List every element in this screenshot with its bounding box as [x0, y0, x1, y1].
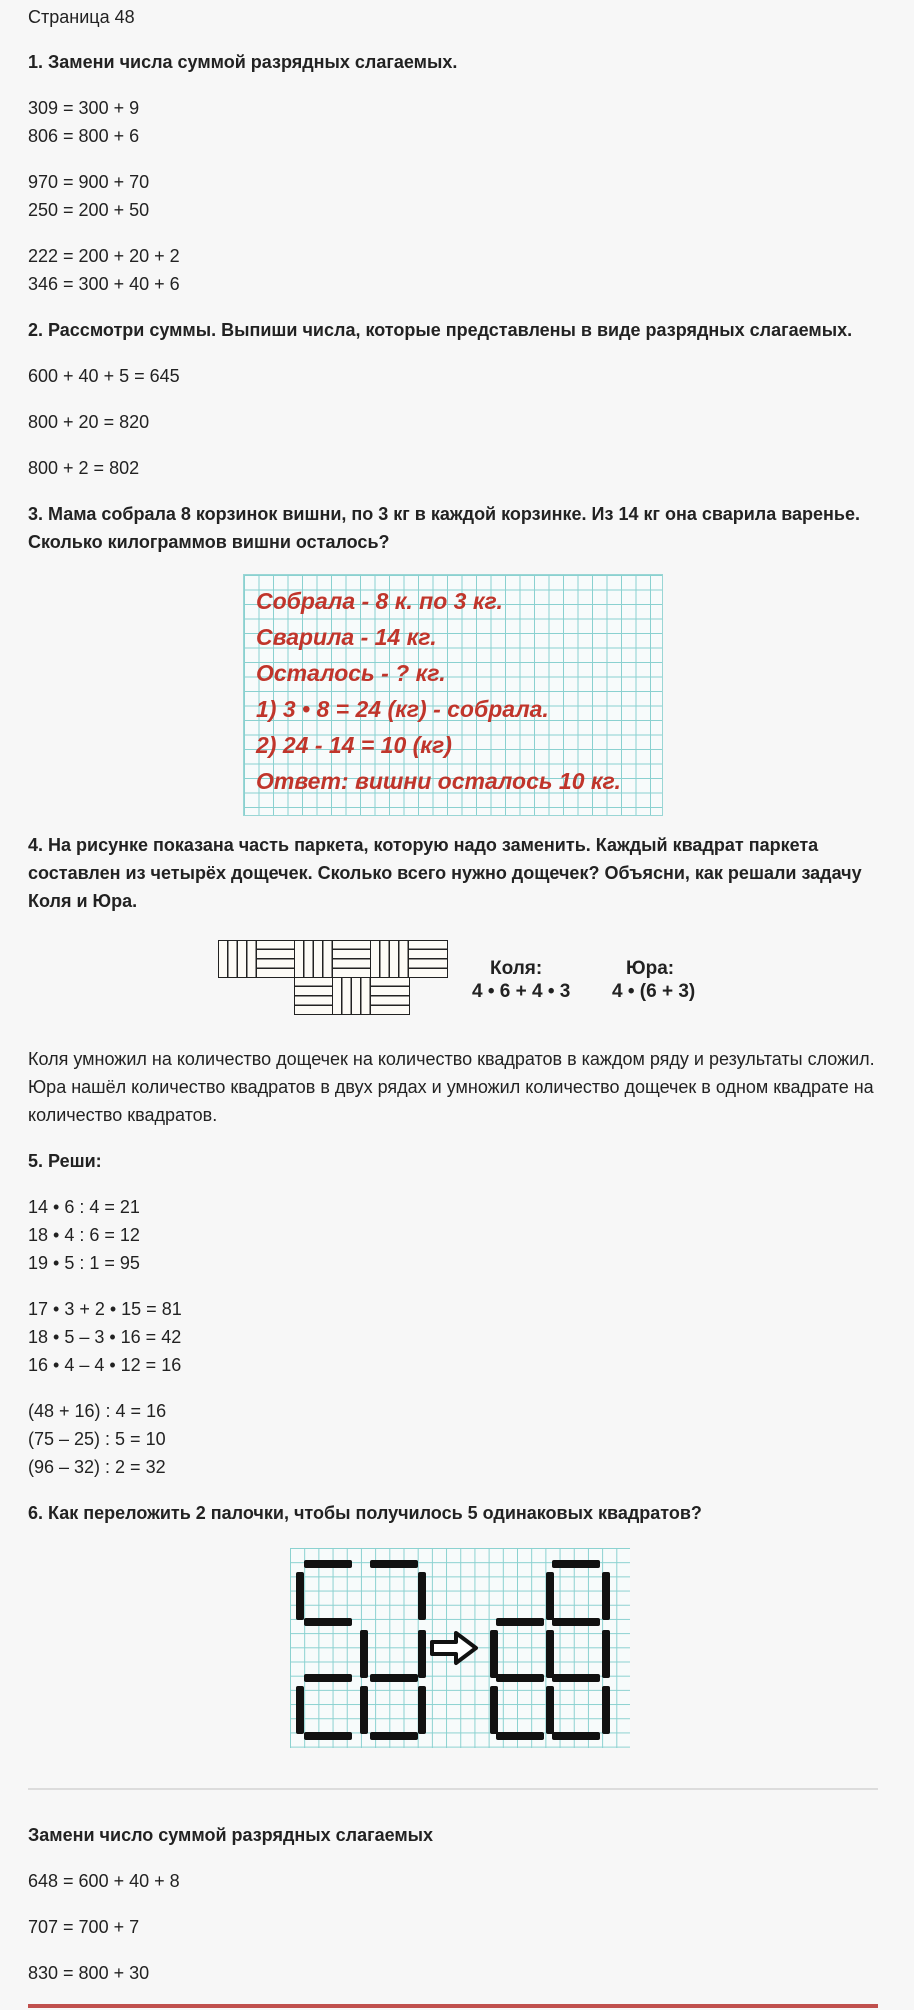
solution-line: 2) 24 - 14 = 10 (кг) [256, 732, 452, 758]
task1-line: 970 = 900 + 70 [28, 172, 150, 192]
task1-title: 1. Замени числа суммой разрядных слагаемых. [28, 52, 458, 72]
extra-line: 648 = 600 + 40 + 8 [28, 1871, 180, 1891]
task1-line: 346 = 300 + 40 + 6 [28, 274, 180, 294]
parquet-square [332, 940, 372, 978]
extra-title: Замени число суммой разрядных слагаемых [28, 1825, 434, 1845]
task4-title: составлен из четырёх дощечек. Сколько всего нужно дощечек? Объясни, как решали задачу [28, 863, 862, 883]
matchstick [296, 1572, 304, 1620]
matchstick [490, 1686, 498, 1734]
matchstick [602, 1572, 610, 1620]
task4-title: 4. На рисунке показана часть паркета, которую надо заменить. Каждый квадрат паркета [28, 835, 819, 855]
divider [28, 1788, 878, 1790]
matchstick [418, 1572, 426, 1620]
solution-line: Сварила - 14 кг. [256, 624, 437, 650]
matchstick [418, 1630, 426, 1678]
parquet-square [332, 977, 372, 1015]
task5-line: 19 • 5 : 1 = 95 [28, 1253, 140, 1273]
parquet-square [370, 940, 410, 978]
task4-answer: Юра нашёл количество квадратов в двух рядах и умножил количество дощечек в одном квадрате на [28, 1077, 874, 1097]
yura-label: Юра: [626, 958, 675, 979]
matchstick [546, 1630, 554, 1678]
task5-line: 18 • 5 – 3 • 16 = 42 [28, 1327, 182, 1347]
task5-line: (48 + 16) : 4 = 16 [28, 1401, 167, 1421]
matchstick [304, 1618, 352, 1626]
kolya-expression: 4 • 6 + 4 • 3 [472, 981, 571, 1002]
task1-line: 222 = 200 + 20 + 2 [28, 246, 180, 266]
matchstick [490, 1630, 498, 1678]
task2-title: 2. Рассмотри суммы. Выпиши числа, которые представлены в виде разрядных слагаемых. [28, 320, 853, 340]
kolya-label: Коля: [490, 958, 543, 979]
task4-answer: Коля умножил на количество дощечек на количество квадратов в каждом ряду и результаты сложил. [28, 1049, 875, 1069]
matchstick [296, 1686, 304, 1734]
matchstick [370, 1674, 418, 1682]
task5-line: (75 – 25) : 5 = 10 [28, 1429, 166, 1449]
matchstick [304, 1560, 352, 1568]
task5-line: 18 • 4 : 6 = 12 [28, 1225, 140, 1245]
matchstick [496, 1732, 544, 1740]
matchstick [418, 1686, 426, 1734]
yura-expression: 4 • (6 + 3) [612, 981, 696, 1002]
matchstick [370, 1560, 418, 1568]
matchstick [602, 1630, 610, 1678]
parquet-square [218, 940, 258, 978]
matchstick [496, 1674, 544, 1682]
task1-line: 806 = 800 + 6 [28, 126, 140, 146]
matchstick [304, 1674, 352, 1682]
matchstick [546, 1686, 554, 1734]
solution-line: 1) 3 • 8 = 24 (кг) - собрала. [256, 696, 549, 722]
task2-line: 800 + 2 = 802 [28, 458, 140, 478]
task4-title: Коля и Юра. [28, 891, 138, 911]
matchstick [546, 1572, 554, 1620]
matchstick [360, 1630, 368, 1678]
solution-line: Осталось - ? кг. [256, 660, 446, 686]
solution-line: Ответ: вишни осталось 10 кг. [256, 768, 621, 794]
parquet-square [256, 940, 296, 978]
parquet-square [294, 977, 334, 1015]
task2-line: 800 + 20 = 820 [28, 412, 150, 432]
extra-line: 830 = 800 + 30 [28, 1963, 150, 1983]
task1-line: 309 = 300 + 9 [28, 98, 140, 118]
matchstick [552, 1732, 600, 1740]
matchstick [552, 1674, 600, 1682]
bottom-rule [28, 2004, 878, 2008]
task1-line: 250 = 200 + 50 [28, 200, 150, 220]
matchstick [496, 1618, 544, 1626]
task3-title: 3. Мама собрала 8 корзинок вишни, по 3 кг в каждой корзинке. Из 14 кг она сварила варенье. [28, 504, 860, 524]
parquet-square [408, 940, 448, 978]
task5-line: (96 – 32) : 2 = 32 [28, 1457, 166, 1477]
matchstick [304, 1732, 352, 1740]
right-arrow-icon [428, 1628, 480, 1668]
task3-title: Сколько килограммов вишни осталось? [28, 532, 390, 552]
parquet-square [370, 977, 410, 1015]
parquet-square [294, 940, 334, 978]
task5-line: 14 • 6 : 4 = 21 [28, 1197, 140, 1217]
task4-answer: количество квадратов. [28, 1105, 218, 1125]
task5-title: 5. Реши: [28, 1151, 102, 1171]
matchstick [602, 1686, 610, 1734]
page-label: Страница 48 [28, 7, 135, 27]
matchstick [370, 1732, 418, 1740]
task5-line: 17 • 3 + 2 • 15 = 81 [28, 1299, 182, 1319]
parquet-figure [218, 940, 748, 1025]
matchstick [360, 1686, 368, 1734]
extra-line: 707 = 700 + 7 [28, 1917, 140, 1937]
solution-line: Собрала - 8 к. по 3 кг. [256, 588, 503, 614]
matchstick [552, 1618, 600, 1626]
solution-grid-figure [243, 574, 663, 816]
task6-title: 6. Как переложить 2 палочки, чтобы получилось 5 одинаковых квадратов? [28, 1503, 702, 1523]
matchstick [552, 1560, 600, 1568]
task2-line: 600 + 40 + 5 = 645 [28, 366, 180, 386]
task5-line: 16 • 4 – 4 • 12 = 16 [28, 1355, 182, 1375]
matchsticks-figure [290, 1548, 630, 1748]
